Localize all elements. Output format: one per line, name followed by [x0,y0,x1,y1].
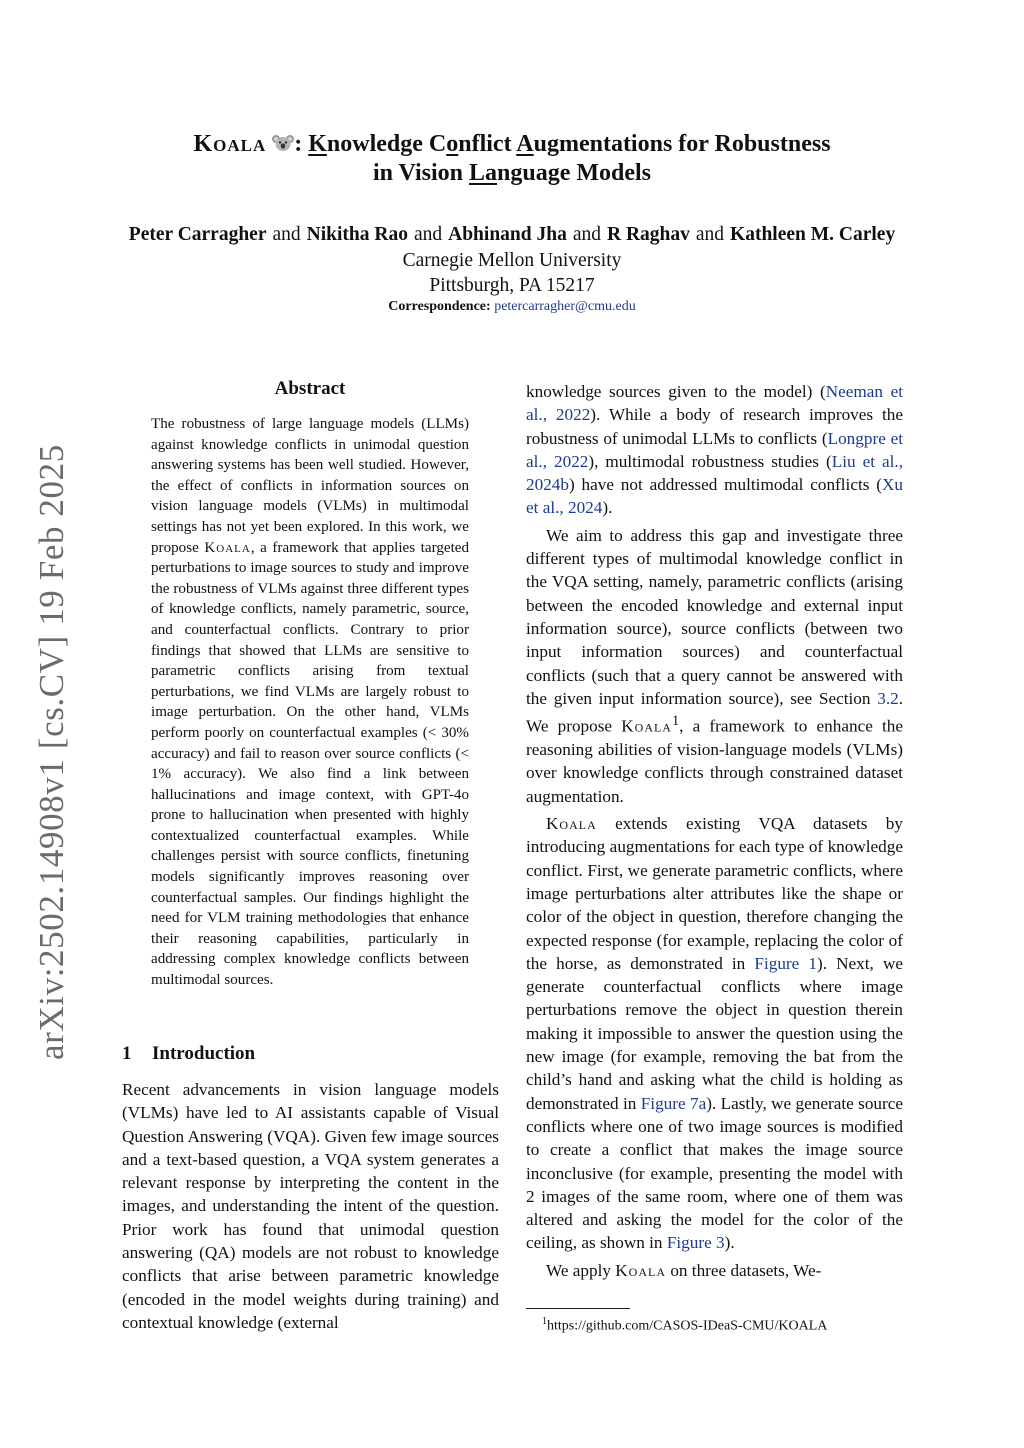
text-run: ). [602,498,613,518]
title-k: K [308,131,327,157]
abstract-koala: Koala [204,539,251,556]
text-run: We aim to address this gap and investigate three different types of multimodal knowledge conflict in the VQA setting, namely, parametric conflicts (arising between the encoded knowledge and external input information source), source conflicts (between two input information sources) and counterfactual conflicts (such that a query cannot be answered with the given input information source), see Section [526,525,903,708]
intro-right-column [526,380,903,1286]
abstract-body [151,414,469,991]
section-number: 1 [122,1043,132,1064]
title-la: La [469,160,498,186]
author-name: Kathleen M. Carley [730,224,896,245]
abstract-text-2: , a framework that applies targeted perturbations to image sources to study and improve the robustness of VLMs against three different types of knowledge conflicts, namely parametric, source, and counterfactual conflicts. Contrary to prior findings that showed that LLMs are sensitive to parametric conflicts arising from textual perturbations, we find VLMs are largely robust to image perturbation. On the other hand, VLMs perform poorly on counterfactual examples (< 30% accuracy) and fail to reason over source conflicts (< 1% accuracy). We also find a link between hallucinations and image context, with GPT-4o prone to hallucination when presented with highly contextualized counterfactual examples. While challenges persist with source conflicts, finetuning models significantly improves reasoning over counterfactual samples. Our findings highlight the need for VLM training methodologies that enhance their reasoning capabilities, particularly in addressing complex knowledge conflicts between multimodal sources. [151,539,470,989]
title-o: o [446,131,459,157]
title-knowledge: nowledge [326,131,423,157]
text-run: ), multimodal robustness studies ( [588,451,832,471]
affiliation [0,248,1024,298]
koala-name: Koala [615,1260,667,1280]
section-heading-introduction [122,1043,255,1065]
paper-title [0,130,1024,188]
text-run: We apply [546,1260,616,1280]
abstract-text-1: The robustness of large language models (LLMs) against knowledge conflicts in unimodal question answering systems has been well studied. However, the effect of conflicts in information sources on vision language models (VLMs) in multimodal settings has not yet been explored. In this work, we propose [151,416,469,556]
citation-link[interactable]: Liu et al., 2024b [526,451,903,495]
correspondence-label: Correspondence: [388,299,491,314]
title-line-1 [0,130,1024,159]
citation-link[interactable]: Longpre et al., 2022 [526,428,903,471]
title-c: C [428,131,447,157]
text-run: , a framework to enhance the reasoning abilities of vision-language models (VLMs) over knowledge conflicts through constrained dataset augmentation. [526,716,903,806]
text-run: ). While a body of research improves the robustness of unimodal LLMs to conflicts ( [526,405,903,448]
affiliation-university: Carnegie Mellon University [402,250,622,271]
figure-ref-link[interactable]: Figure 1 [754,953,817,973]
correspondence-email-link[interactable]: petercarragher@cmu.edu [494,299,636,314]
footnote-url[interactable]: https://github.com/CASOS-IDeaS-CMU/KOALA [547,1318,828,1334]
text-run: extends existing VQA datasets by introducing augmentations for each type of knowledge conflict. First, we generate parametric conflicts, where image perturbations alter attributes like the shape or color of the object in question, therefore changing the expected response (for example, replacing the color of the horse, as demonstrated in [526,814,903,973]
figure-ref-link[interactable]: Figure 3 [666,1233,725,1253]
paragraph [526,1259,903,1282]
section-ref-link[interactable]: 3.2 [877,688,899,708]
author-name: Nikitha Rao [306,224,408,245]
author-and: and [695,224,725,245]
text-run: on three datasets, We- [666,1260,822,1280]
arxiv-identifier-stamp: arXiv:2502.14908v1 [cs.CV] 19 Feb 2025 [32,444,71,1060]
title-augmentations: ugmentations for Robustness [533,131,831,157]
footnote [542,1316,827,1335]
citation-link[interactable]: Neeman et al., 2022 [526,382,903,425]
citation-link[interactable]: Xu et al., 2024 [526,475,903,518]
title-conflict: nflict [458,131,512,157]
intro-left-column: Recent advancements in vision language models (VLMs) have led to AI assistants capable of Visual Question Answering (VQA). Given few image sources and a text-based question, a VQA system generates a relevant response by interpreting the content in the images, and understanding the intent of the question. Prior work has found that unimodal question answering (QA) models are not robust to knowledge conflicts that arise between parametric knowledge (encoded in the model weights during training) and contextual knowledge (external [122,1080,499,1332]
correspondence [0,299,1024,315]
koala-name: Koala [546,814,597,834]
title-colon: : [294,131,309,157]
author-name: Peter Carragher [128,224,267,245]
author-list [0,222,1024,247]
text-run: ) have not addressed multimodal conflicts ( [568,475,882,495]
author-name: Abhinand Jha [448,224,567,245]
abstract-heading: Abstract [274,378,346,399]
text-run: . We propose [526,688,903,736]
title-language-models: nguage Models [497,160,652,186]
author-name: R Raghav [606,224,690,245]
footnote-marker[interactable]: 1 [671,713,680,730]
paragraph [526,524,903,808]
text-run: ). [724,1233,735,1253]
title-in-vision: in Vision [372,160,469,186]
footnote-number: 1 [542,1316,547,1327]
affiliation-city: Pittsburgh, PA 15217 [429,275,595,296]
text-run: ). Lastly, we generate source conflicts where one of two image sources is modified to create a conflict that makes the image source inconclusive (for example, presenting the model with 2 images of the same room, where one of them was altered and asking the model for the color of the ceiling, as shown in [526,1093,903,1253]
paragraph [526,380,903,520]
section-title: Introduction [152,1043,256,1064]
footnote-rule [526,1308,630,1309]
text-run: ). Next, we generate counterfactual conflicts where image perturbations remove the object in question therein making it impossible to answer the question using the new image (for example, removing the bat from the child’s hand and asking what the child is holding as demonstrated in [526,953,903,1113]
title-koala: Koala [193,131,267,157]
title-a: A [516,131,534,157]
koala-face-icon [272,132,294,152]
author-and: and [272,224,301,245]
paragraph [526,812,903,1255]
author-and: and [413,224,443,245]
title-line-2 [0,159,1024,188]
koala-name: Koala [621,716,672,736]
text-run: knowledge sources given to the model) ( [526,382,826,401]
figure-ref-link[interactable]: Figure 7a [640,1093,707,1113]
author-and: and [572,224,601,245]
